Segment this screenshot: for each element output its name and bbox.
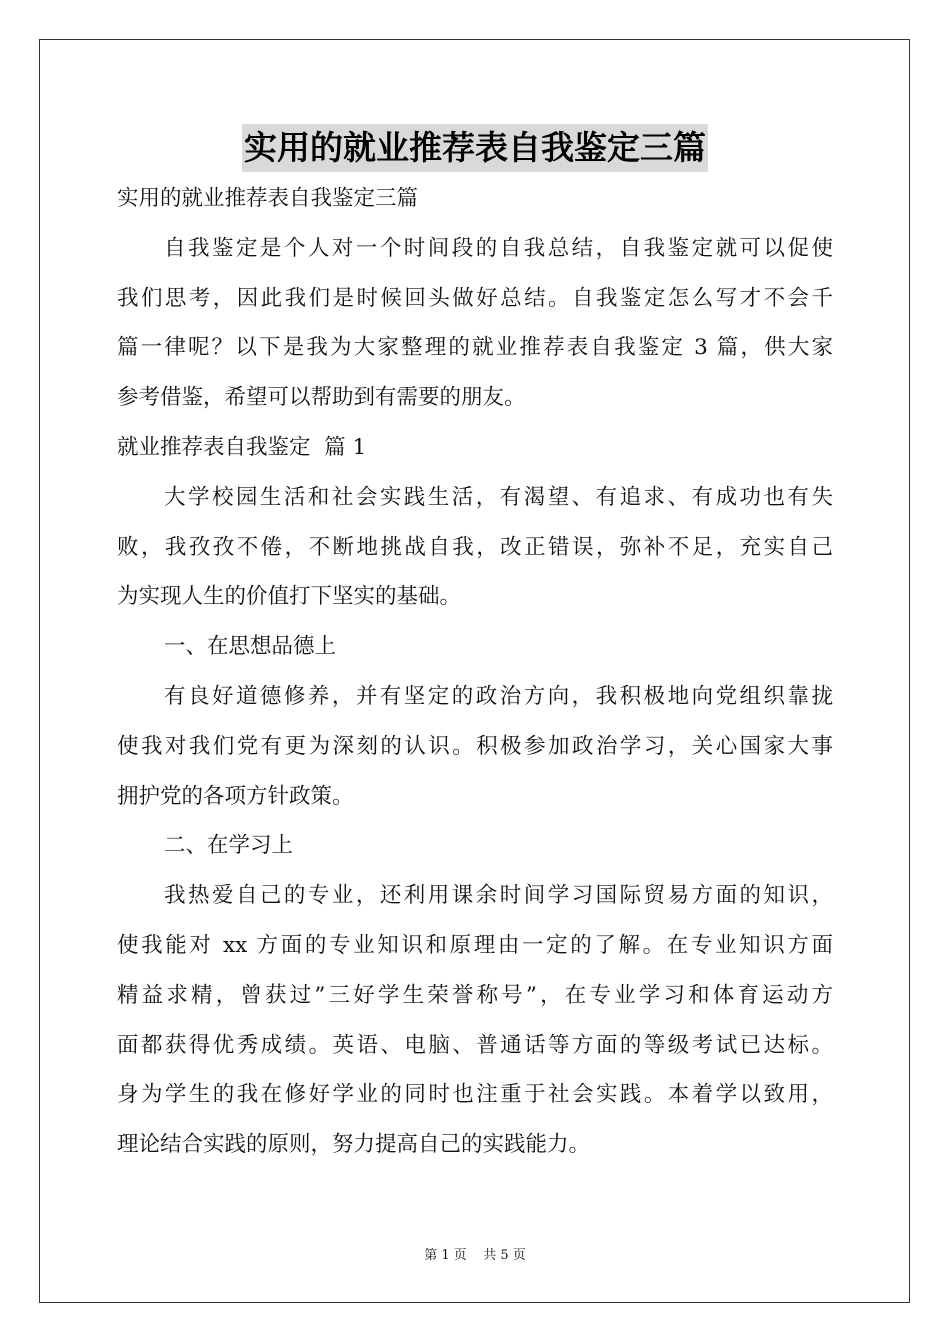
body-line: 使我能对 xx 方面的专业知识和原理由一定的了解。在专业知识方面 <box>117 932 833 958</box>
intro-line: 参考借鉴，希望可以帮助到有需要的朋友。 <box>117 385 526 411</box>
intro-line: 自我鉴定是个人对一个时间段的自我总结，自我鉴定就可以促使 <box>164 235 833 261</box>
document-body <box>117 174 833 1170</box>
intro-line: 篇一律呢？以下是我为大家整理的就业推荐表自我鉴定 3 篇，供大家 <box>117 335 833 361</box>
body-line: 理论结合实践的原则，努力提高自己的实践能力。 <box>117 1132 591 1158</box>
document-title: 实用的就业推荐表自我鉴定三篇 <box>242 124 708 172</box>
body-line: 败，我孜孜不倦，不断地挑战自我，改正错误，弥补不足，充实自己 <box>117 534 833 560</box>
title-area <box>0 124 950 172</box>
intro-line: 我们思考，因此我们是时候回头做好总结。自我鉴定怎么写才不会千 <box>117 285 833 311</box>
subsection-heading: 二、在学习上 <box>164 833 294 859</box>
body-line: 拥护党的各项方针政策。 <box>117 783 354 809</box>
body-line: 我热爱自己的专业，还利用课余时间学习国际贸易方面的知识， <box>164 883 833 909</box>
body-line: 精益求精，曾获过”三好学生荣誉称号”，在专业学习和体育运动方 <box>117 982 833 1008</box>
page-footer: 第 1 页 共 5 页 <box>424 1248 526 1263</box>
body-line: 为实现人生的价值打下坚实的基础。 <box>117 584 462 610</box>
body-line: 大学校园生活和社会实践生活，有渴望、有追求、有成功也有失 <box>164 484 833 510</box>
body-line: 面都获得优秀成绩。英语、电脑、普通话等方面的等级考试已达标。 <box>117 1032 833 1058</box>
body-line: 使我对我们党有更为深刻的认识。积极参加政治学习，关心国家大事 <box>117 733 833 759</box>
body-line: 身为学生的我在修好学业的同时也注重于社会实践。本着学以致用， <box>117 1082 833 1108</box>
body-line: 有良好道德修养，并有坚定的政治方向，我积极地向党组织靠拢 <box>164 683 833 709</box>
subtitle-line: 实用的就业推荐表自我鉴定三篇 <box>117 186 419 211</box>
subsection-heading: 一、在思想品德上 <box>164 634 337 660</box>
section-heading: 就业推荐表自我鉴定 篇 1 <box>117 434 367 460</box>
